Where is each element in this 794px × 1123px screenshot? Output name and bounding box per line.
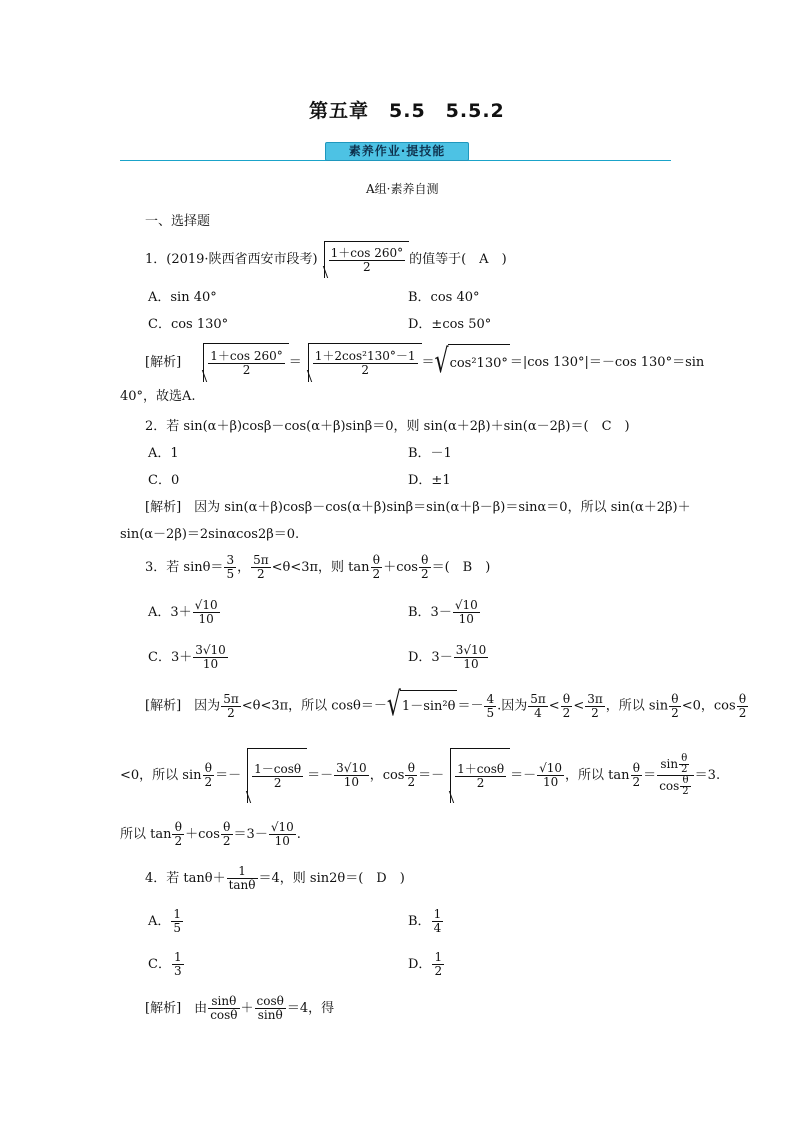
- q1-sol-f2-num: 1＋2cos²130°－1: [314, 349, 416, 363]
- q1-frac-den: 2: [363, 260, 371, 274]
- q1-sol-f2-den: 2: [361, 363, 369, 377]
- q4-option-d: [408, 950, 445, 980]
- q3-s2-sq1-num: 1－cosθ: [254, 762, 302, 776]
- q1-option-d: D．±cos 50°: [408, 317, 492, 332]
- group-heading: A组·素养自测: [366, 182, 439, 196]
- q3-s2-big-num-a: sin: [660, 757, 679, 771]
- q2-solution-line1: [145, 500, 691, 516]
- q3-s2-f2-den: 10: [343, 775, 360, 789]
- q3-s1-h: <0，cos: [681, 698, 736, 714]
- q3-s2-f1-num: θ: [203, 762, 215, 776]
- q3-s2-big-den-fd: 2: [682, 786, 689, 797]
- q1-sol-eq1: ＝: [288, 355, 302, 370]
- q3-s1-f7-num: θ: [737, 693, 749, 707]
- q3-option-b: [408, 598, 481, 628]
- q3-s1-d: .因为: [497, 698, 528, 714]
- q1-prefix: 1．(2019·陕西省西安市段考): [145, 252, 318, 267]
- q3-f4-den: 2: [420, 567, 429, 581]
- q2-solution-line2: sin(α－2β)＝2sinαcos2β＝0.: [120, 527, 300, 542]
- q1-frac-num: 1＋cos 260°: [330, 246, 404, 260]
- q4-s-f2-den: sinθ: [257, 1008, 283, 1022]
- question-1-stem: [145, 241, 507, 278]
- q2-option-b: B．－1: [408, 446, 452, 461]
- question-4-stem: [145, 864, 405, 894]
- q3-opt-c-den: 10: [202, 657, 219, 671]
- q1-sol-rest: ＝|cos 130°|＝－cos 130°＝sin: [509, 355, 705, 370]
- sqrt-sign: √: [434, 343, 449, 381]
- q3-s1-f4-num: θ: [561, 693, 573, 707]
- q3-opt-b-den: 10: [458, 612, 474, 626]
- q3-p5: ＝( B ): [431, 560, 491, 575]
- q3-p3: <θ<3π，则 tan: [271, 560, 370, 575]
- q4-s-f1-den: cosθ: [210, 1008, 238, 1022]
- q4-opt-d-pre: D．: [408, 957, 432, 972]
- q3-s2-f1-den: 2: [204, 775, 213, 789]
- q3-s2-radical-1: [247, 748, 307, 803]
- q3-f1-den: 5: [226, 567, 235, 581]
- q1-radical: [324, 241, 409, 278]
- q3-s1-f3-num: 5π: [530, 691, 546, 706]
- page-title: 第五章 5.5 5.5.2: [309, 100, 505, 122]
- q3-s1-e: <: [548, 698, 560, 714]
- q4-f1-num: 1: [227, 865, 258, 879]
- sqrt-sign: √: [386, 686, 401, 724]
- q4-s-f2-num: cosθ: [256, 994, 284, 1008]
- q3-opt-d-pre: D．3－: [408, 650, 453, 665]
- q3-s1-b: <θ<3π，所以 cosθ＝－: [241, 698, 387, 714]
- q4-opt-b-den: 4: [433, 921, 442, 935]
- q3-s1-f5-den: 2: [591, 705, 599, 720]
- q3-s1-g: ，所以 sin: [605, 698, 669, 714]
- q4-p2: ＝4，则 sin2θ＝( D ): [258, 871, 405, 886]
- q4-option-a: [148, 907, 184, 937]
- q1-solution-line2: 40°，故选A.: [120, 389, 196, 404]
- q3-s1-f2-num: 4: [486, 691, 495, 706]
- q1-suffix: 的值等于( A ): [409, 252, 507, 267]
- q2-solution-text: 因为 sin(α＋β)cosβ－cos(α＋β)sinβ＝sin(α＋β－β)＝sinα＝0，所以 sin(α＋2β)＋: [194, 500, 691, 515]
- q3-s2-sq2-den: 2: [476, 776, 485, 790]
- q4-opt-b-num: 1: [433, 907, 442, 921]
- q3-solution-label: [解析]: [145, 698, 182, 714]
- q3-s1-sqrt: 1－sin²θ: [400, 690, 458, 722]
- q4-s-a: 由: [194, 1001, 208, 1016]
- q3-s2-f2-num: 3√10: [336, 761, 367, 775]
- q3-option-a: [148, 598, 221, 628]
- q3-s2-sq2-num: 1＋cosθ: [457, 762, 505, 776]
- q4-opt-d-num: 1: [434, 950, 443, 964]
- q1-option-c: C．cos 130°: [148, 317, 229, 332]
- q3-p4: ＋cos: [383, 560, 418, 575]
- q3-s3-f1-den: 2: [174, 834, 183, 848]
- q3-s3-f2-den: 2: [222, 834, 231, 848]
- q3-opt-c-pre: C．3＋: [148, 650, 193, 665]
- q3-opt-b-num: √10: [454, 598, 478, 612]
- q3-f3-den: 2: [372, 567, 381, 581]
- q3-opt-a-pre: A．3＋: [148, 605, 192, 620]
- q2-solution-label: [解析]: [145, 500, 182, 515]
- q3-s1-f: <: [573, 698, 585, 714]
- q3-p2: ，: [237, 560, 251, 575]
- q3-s2-radical-2: [450, 748, 510, 803]
- q3-s1-a: 因为: [194, 698, 221, 714]
- q1-sol-eq2: ＝: [421, 355, 435, 370]
- q3-solution-line1: [145, 686, 749, 724]
- q3-f3-num: θ: [371, 554, 383, 568]
- q3-s3-d: .: [296, 827, 301, 842]
- q3-s3-f1-num: θ: [172, 821, 184, 835]
- q4-opt-c-num: 1: [173, 950, 182, 964]
- q1-option-a: A．sin 40°: [148, 290, 217, 305]
- q3-s2-b: ＝－: [215, 768, 242, 783]
- q3-solution-line3: [120, 820, 301, 850]
- q3-s2-compound-fraction: [657, 754, 693, 797]
- q3-s2-d: ，cos: [369, 768, 405, 783]
- section-badge: 素养作业·提技能: [325, 142, 469, 161]
- q4-f1-den: tanθ: [228, 878, 256, 892]
- q3-s2-sq1-den: 2: [273, 776, 282, 790]
- q3-s1-f3-den: 4: [534, 705, 542, 720]
- q3-s2-c: ＝－: [307, 768, 334, 783]
- q3-s3-f2-num: θ: [221, 821, 233, 835]
- q3-s1-f4-den: 2: [562, 705, 571, 720]
- q3-opt-a-num: √10: [194, 598, 218, 612]
- q3-s2-a: <0，所以 sin: [120, 768, 202, 783]
- q3-s2-f4-num: √10: [539, 761, 563, 775]
- q3-s2-f4-den: 10: [542, 775, 559, 789]
- q3-s2-big-den-fn: θ: [680, 776, 690, 787]
- q3-s2-big-den-a: cos: [659, 779, 680, 793]
- question-2-stem: 2．若 sin(α＋β)cosβ－cos(α＋β)sinβ＝0，则 sin(α＋2β)＋sin(α－2β)＝( C ): [145, 419, 630, 434]
- q3-s2-f5-num: θ: [631, 762, 643, 776]
- question-3-stem: [145, 553, 490, 583]
- q3-solution-line2: [120, 748, 720, 803]
- q3-s2-f3-num: θ: [405, 762, 417, 776]
- q4-s-c: ＝4，得: [286, 1001, 335, 1016]
- q4-opt-c-den: 3: [173, 964, 182, 978]
- q3-s1-f2-den: 5: [486, 705, 495, 720]
- q3-option-c: [148, 643, 229, 673]
- q4-solution-label: [解析]: [145, 1001, 182, 1016]
- q3-f2-den: 2: [257, 567, 265, 581]
- q3-p1: 3．若 sinθ＝: [145, 560, 224, 575]
- q4-solution: [145, 994, 334, 1024]
- q3-s1-c: ＝－: [457, 698, 484, 714]
- q3-option-d: [408, 643, 489, 673]
- q4-p1: 4．若 tanθ＋: [145, 871, 226, 886]
- q3-s3-c: ＝3－: [233, 827, 268, 842]
- q3-s3-b: ＋cos: [185, 827, 220, 842]
- q1-option-b: B．cos 40°: [408, 290, 480, 305]
- q3-s2-g: ，所以 tan: [565, 768, 630, 783]
- q3-opt-a-den: 10: [198, 612, 214, 626]
- q4-s-b: ＋: [240, 1001, 254, 1016]
- q1-solution-label: [解析]: [145, 355, 182, 370]
- q3-s2-big-num-fd: 2: [681, 764, 688, 775]
- q4-opt-a-den: 5: [173, 921, 182, 935]
- q3-s2-f: ＝－: [510, 768, 537, 783]
- q3-opt-b-pre: B．3－: [408, 605, 452, 620]
- q4-opt-b-pre: B．: [408, 914, 431, 929]
- q3-s2-h: ＝: [643, 768, 657, 783]
- q4-opt-a-pre: A．: [148, 914, 171, 929]
- q3-s2-f5-den: 2: [632, 775, 641, 789]
- q4-option-b: [408, 907, 444, 937]
- q3-s1-f7-den: 2: [738, 705, 747, 720]
- section-heading: 一、选择题: [145, 214, 211, 229]
- q3-s3-a: 所以 tan: [120, 827, 172, 842]
- q3-opt-d-den: 10: [463, 657, 479, 671]
- q2-option-c: C．0: [148, 473, 180, 488]
- q1-sol-f1-den: 2: [242, 363, 251, 377]
- q2-option-d: D．±1: [408, 473, 451, 488]
- q2-option-a: A．1: [148, 446, 179, 461]
- q3-opt-d-num: 3√10: [455, 643, 487, 657]
- q1-solution-line1: [145, 343, 704, 382]
- q3-s3-f3-den: 10: [274, 834, 290, 848]
- q3-s2-f3-den: 2: [407, 775, 416, 789]
- q3-s1-f6-den: 2: [671, 705, 679, 720]
- q4-opt-c-pre: C．: [148, 957, 171, 972]
- q3-s2-big-num-fn: θ: [679, 754, 689, 765]
- q3-f4-num: θ: [419, 554, 431, 568]
- q4-opt-d-den: 2: [434, 964, 443, 978]
- q1-sol-sqrt: cos²130°: [448, 344, 510, 382]
- q3-f2-num: 5π: [253, 553, 269, 567]
- q3-s2-e: ＝－: [418, 768, 445, 783]
- q3-s1-f1-num: 5π: [223, 691, 239, 706]
- q4-option-c: [148, 950, 185, 980]
- q3-s1-f5-num: 3π: [587, 691, 603, 706]
- q3-s1-f6-num: θ: [669, 693, 681, 707]
- q4-s-f1-num: sinθ: [208, 995, 239, 1009]
- q3-f1-num: 3: [226, 553, 235, 567]
- q3-s2-i: ＝3.: [694, 768, 721, 783]
- q1-sol-f1-num: 1＋cos 260°: [210, 349, 283, 363]
- q3-s3-f3-num: √10: [270, 820, 294, 834]
- q1-sol-radical-2: [308, 343, 422, 382]
- q3-opt-c-num: 3√10: [195, 643, 226, 657]
- q4-opt-a-num: 1: [173, 907, 182, 921]
- q3-s1-f1-den: 2: [227, 705, 235, 720]
- q1-sol-radical-1: [203, 343, 288, 382]
